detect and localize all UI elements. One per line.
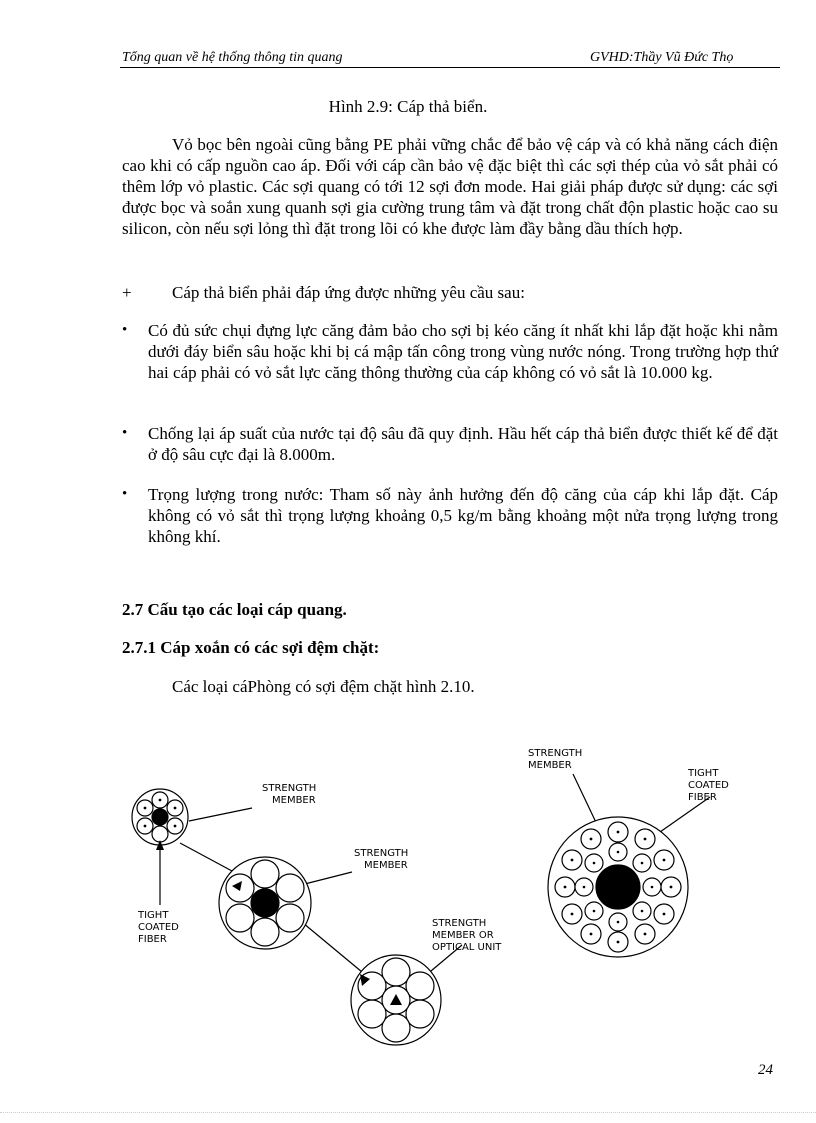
body-paragraph: Vỏ bọc bên ngoài cũng bằng PE phải vững chắc để bảo vệ cáp và có khả năng cách điện cao khi có cấp nguồn cao áp. Đối với cáp cần bảo vệ đặc biệt thì các sợi thép của vỏ sắt phải có thêm lớp vỏ plastic. Các sợi quang có tới 12 sợi đơn mode. Hai giải pháp được sử dụng: các sợi được bọc và soắn xung quanh sợi gia cường trung tâm và đặt trong chất độn plastic hoặc cao su silicon, còn nếu sợi lỏng thì đặt trong lõi có khe được làm đầy bằng dầu thích hợp. (122, 135, 778, 238)
label-strength-member: STRENGTH MEMBER (354, 848, 409, 871)
subsection-heading: 2.7.1 Cáp xoắn có các sợi đệm chặt: (122, 638, 380, 657)
figure-caption: Hình 2.9: Cáp thả biển. (328, 97, 488, 116)
bullet-icon: • (122, 322, 128, 338)
bullet-icon: • (122, 425, 128, 441)
label-strength-member: STRENGTH MEMBER (528, 748, 583, 771)
figure-intro: Các loại cáPhòng có sợi đệm chặt hình 2.10. (172, 677, 475, 696)
bullet-item-weight: Trọng lượng trong nước: Tham số này ảnh hưởng đến độ căng của cáp khi lắp đặt. Cáp không có vỏ sắt thì trọng lượng khoảng 0,5 kg/m bằng khoảng một nửa trọng lượng trong không khí. (148, 485, 778, 546)
label-strength-member-or-optical-unit: STRENGTH MEMBER OR OPTICAL UNIT (432, 918, 502, 953)
label-strength-member: STRENGTH MEMBER (262, 783, 317, 806)
header-advisor: GVHD:Thầy Vũ Đức Thọ (590, 50, 734, 65)
large-multi-fiber-cable (548, 817, 688, 957)
label-tight-coated-fiber: TIGHT COATED FIBER (688, 768, 729, 803)
bullet-item-pressure: Chống lại áp suất của nước tại độ sâu đã quy định. Hầu hết cáp thả biển được thiết kế để đặt ở độ sâu cực đại là 8.000m. (148, 424, 778, 464)
plus-marker: + (122, 283, 132, 302)
bullet-item-tension: Có đủ sức chụi đựng lực căng đảm bảo cho sợi bị kéo căng ít nhất khi lắp đặt hoặc khi nằm dưới đáy biển sâu hoặc khi bị cá mập tấn công trong vùng nước nóng. Trong trường hợp thứ hai cáp phải có vỏ sắt lực căng thông thường của cáp không có vỏ sắt là 10.000 kg. (148, 321, 778, 382)
label-tight-coated-fiber: TIGHT COATED FIBER (138, 910, 179, 945)
bullet-icon: • (122, 486, 128, 502)
section-heading: 2.7 Cấu tạo các loại cáp quang. (122, 600, 347, 619)
small-tight-buffer-cable (132, 789, 188, 845)
requirements-intro: Cáp thả biển phải đáp ứng được những yêu cầu sau: (172, 283, 525, 302)
header-title: Tổng quan về hệ thống thông tin quang (122, 50, 343, 65)
page-number: 24 (758, 1062, 773, 1078)
medium-stranded-cable (219, 857, 311, 949)
page-bottom-divider (0, 1112, 816, 1113)
